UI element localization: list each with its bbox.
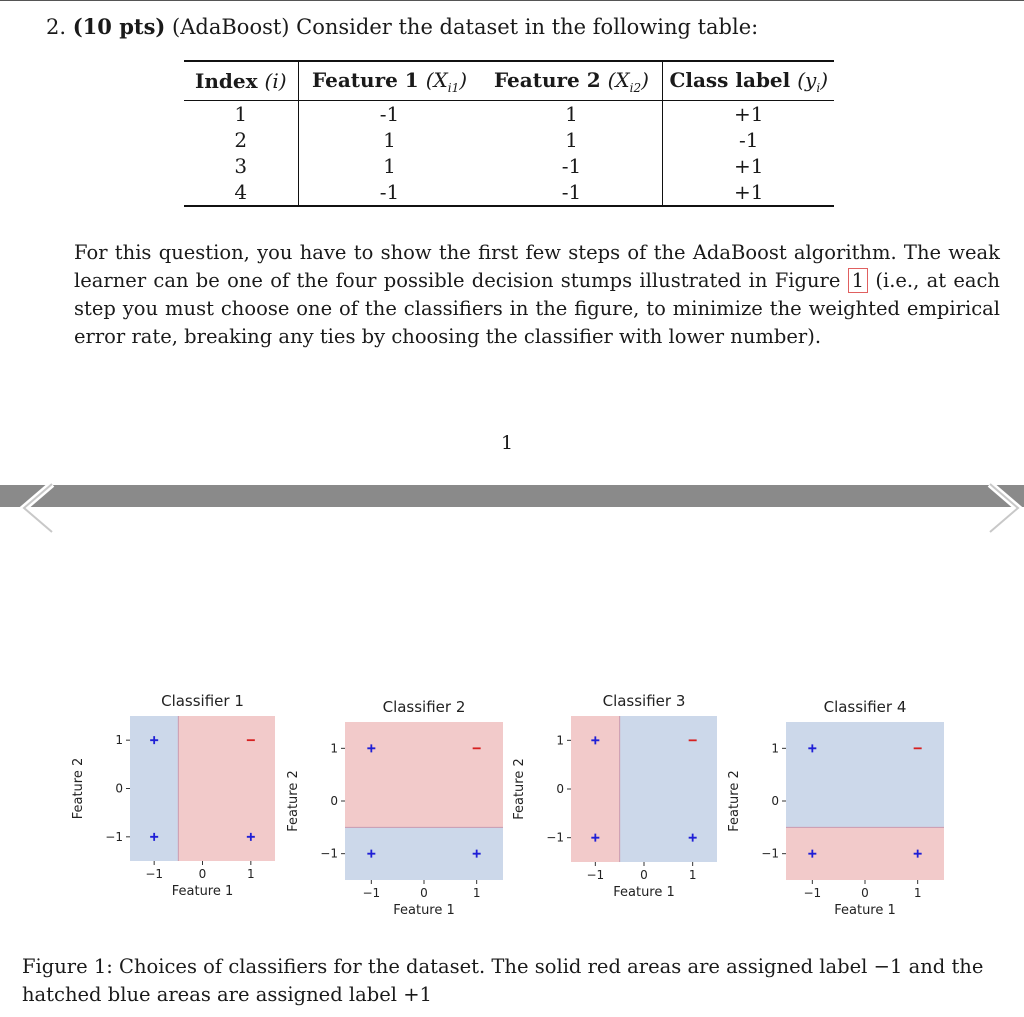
classifier-4-xtick-label: −1 <box>803 886 822 900</box>
cell-index: 4 <box>184 179 298 206</box>
classifier-3-ylabel: Feature 2 <box>512 758 527 820</box>
classifier-3-xtick-label: −1 <box>586 868 605 882</box>
page-separator <box>0 485 1024 507</box>
cell-feature2: 1 <box>480 127 662 153</box>
classifier-1-xtick-label: 1 <box>247 867 255 881</box>
classifier-1-region-negative <box>178 716 275 861</box>
classifier-1-xtick-label: −1 <box>145 867 164 881</box>
classifier-2-xtick-label: 0 <box>420 886 428 900</box>
cell-feature2: -1 <box>480 153 662 179</box>
cell-feature1: -1 <box>379 102 400 126</box>
table-header-row <box>184 61 834 101</box>
classifier-3-xlabel: Feature 1 <box>613 885 675 900</box>
cell-index: 2 <box>184 127 298 153</box>
figure-reference-link[interactable]: 1 <box>848 268 868 293</box>
classifier-4-xtick-label: 0 <box>861 886 869 900</box>
top-rule <box>0 0 1024 1</box>
cell-label: +1 <box>733 102 764 126</box>
classifier-1-xtick-label: 0 <box>198 867 207 881</box>
classifier-2-ytick-label: 1 <box>330 741 338 756</box>
chevron-right-icon[interactable] <box>984 478 1024 538</box>
classifier-2-title: Classifier 2 <box>382 698 466 716</box>
question-number: 2. <box>46 15 67 39</box>
classifier-2-xtick-label: 1 <box>472 886 481 900</box>
classifier-2-ylabel: Feature 2 <box>286 770 301 832</box>
classifier-4-xtick-label: 1 <box>913 886 922 900</box>
page-number: 1 <box>501 432 514 454</box>
classifier-4-ytick-label: −1 <box>761 846 779 861</box>
classifier-4-xlabel: Feature 1 <box>834 903 896 918</box>
cell-feature2: 1 <box>480 101 662 128</box>
header-index: Index (i) <box>184 61 298 101</box>
classifier-4-ytick-label: 0 <box>771 794 779 808</box>
classifier-4-title: Classifier 4 <box>823 698 907 716</box>
classifier-3-xtick-label: 1 <box>688 868 697 882</box>
cell-label: +1 <box>733 154 764 178</box>
question-title: (AdaBoost) Consider the dataset in the following table: <box>172 15 759 39</box>
instructions-paragraph: For this question, you have to show the first few steps of the AdaBoost algorithm. The weak learner can be one of the four possible decision stumps illustrated in Figure 1 (i.e., at each step you must choose one of the classifiers in the figure, to minimize the weighted empirical error rate, breaking any ties by choosing the classifier with lower number). <box>74 241 1000 348</box>
table-row <box>184 127 834 153</box>
classifier-1-ytick-label: −1 <box>105 829 123 844</box>
cell-feature1: 1 <box>383 128 396 152</box>
classifier-3-ytick-label: 1 <box>556 733 564 748</box>
classifier-1-ytick-label: 0 <box>115 781 123 796</box>
classifier-figure <box>0 680 1024 940</box>
classifier-2-xtick-label: −1 <box>362 886 381 900</box>
table-row <box>184 179 834 206</box>
classifier-2-xlabel: Feature 1 <box>393 903 455 918</box>
classifier-4-region-positive <box>786 722 944 827</box>
classifier-1-title: Classifier 1 <box>161 692 244 710</box>
classifier-3-xtick-label: 0 <box>640 868 648 882</box>
dataset-table <box>184 60 834 207</box>
cell-feature1: -1 <box>379 180 400 204</box>
cell-label: +1 <box>733 180 764 204</box>
classifier-2-region-negative <box>345 722 503 827</box>
classifier-3-title: Classifier 3 <box>602 692 686 710</box>
cell-label: -1 <box>738 128 759 152</box>
classifier-3-region-positive <box>620 716 717 862</box>
chevron-left-icon[interactable] <box>18 478 58 538</box>
classifier-1-ytick-label: 1 <box>115 733 123 748</box>
cell-index: 3 <box>184 153 298 179</box>
header-label: Class label $(y_i)$ <box>669 67 828 95</box>
table-row <box>184 153 834 179</box>
classifier-1-xlabel: Feature 1 <box>171 884 234 899</box>
cell-feature1: 1 <box>383 154 396 178</box>
classifier-4-ytick-label: 1 <box>771 741 779 756</box>
classifier-3-ytick-label: 0 <box>556 782 564 796</box>
figure-caption: Figure 1: Choices of classifiers for the dataset. The solid red areas are assigned label −1 and the hatched blue areas are assigned label +1 <box>22 955 984 1006</box>
classifier-3-ytick-label: −1 <box>546 830 564 845</box>
header-feature2: Feature 2 $(X_{i2})$ <box>480 61 662 101</box>
cell-index: 1 <box>184 101 298 128</box>
question-points: (10 pts) <box>72 14 166 39</box>
classifier-2-ytick-label: −1 <box>320 846 338 861</box>
classifier-4-ylabel: Feature 2 <box>727 770 742 832</box>
cell-feature2: -1 <box>480 179 662 206</box>
classifier-1-ylabel: Feature 2 <box>71 757 86 820</box>
question-heading <box>46 14 758 39</box>
table-row <box>184 101 834 128</box>
header-feature1: Feature 1 $(X_{i1})$ <box>312 67 468 95</box>
classifier-2-ytick-label: 0 <box>330 794 338 808</box>
